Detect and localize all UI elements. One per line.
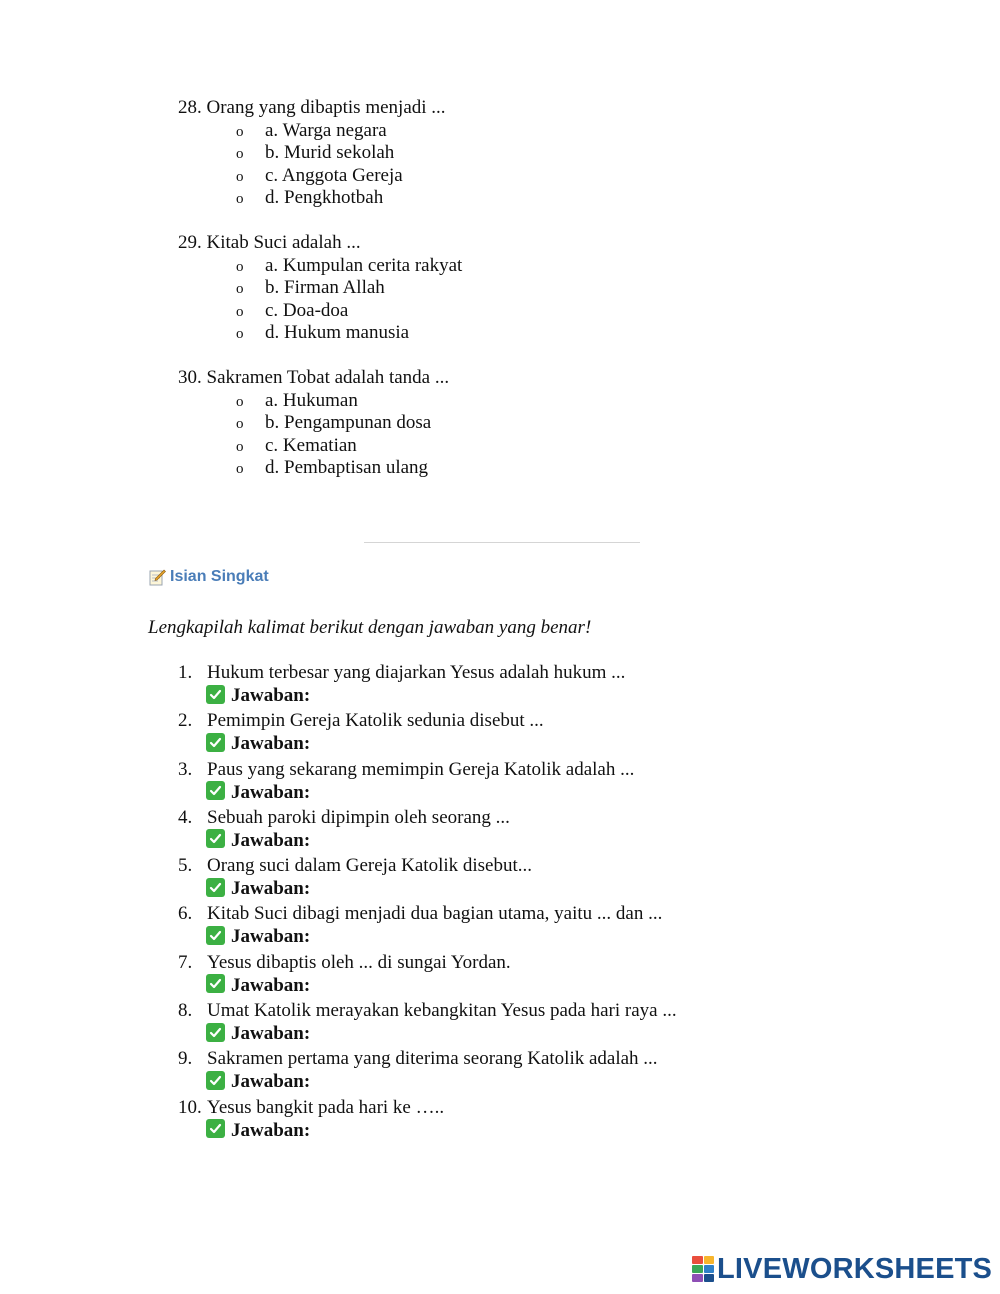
section-heading: [149, 566, 269, 588]
mcq-question-29: [178, 232, 778, 345]
question-text: 29. Kitab Suci adalah ...: [178, 232, 361, 253]
answer-label: Jawaban:: [231, 781, 311, 803]
option-item[interactable]: [178, 120, 778, 143]
question-number: 4.: [178, 806, 193, 828]
check-icon: [206, 781, 225, 800]
pencil-note-icon: [149, 569, 166, 586]
bullet-icon: o: [236, 438, 244, 455]
question-text: Yesus dibaptis oleh ... di sungai Yordan.: [207, 951, 511, 973]
option-item[interactable]: [178, 277, 778, 300]
option-label: b. Firman Allah: [265, 277, 385, 298]
question-number: 3.: [178, 758, 193, 780]
question-text: Pemimpin Gereja Katolik sedunia disebut ...: [207, 710, 544, 732]
answer-label: Jawaban:: [231, 1071, 311, 1093]
answer-field[interactable]: [206, 684, 310, 708]
answer-field[interactable]: [206, 1070, 310, 1094]
instruction-text: Lengkapilah kalimat berikut dengan jawaban yang benar!: [148, 617, 592, 638]
option-item[interactable]: [178, 255, 778, 278]
answer-field[interactable]: [206, 877, 310, 901]
check-icon: [206, 1071, 225, 1090]
section-divider: [364, 542, 640, 543]
question-number: 5.: [178, 855, 193, 877]
short-answer-list: [178, 661, 798, 1144]
question-number: 9.: [178, 1048, 193, 1070]
answer-label: Jawaban:: [231, 829, 311, 851]
question-number: 6.: [178, 903, 193, 925]
list-item: [178, 1047, 798, 1095]
bullet-icon: o: [236, 416, 244, 432]
option-item[interactable]: [178, 390, 778, 413]
question-text: 28. Orang yang dibaptis menjadi ...: [178, 97, 446, 118]
question-text: Hukum terbesar yang diajarkan Yesus adalah hukum ...: [207, 662, 626, 683]
bullet-icon: o: [236, 326, 244, 342]
question-text: Sakramen pertama yang diterima seorang Katolik adalah ...: [207, 1048, 658, 1070]
option-label: b. Murid sekolah: [265, 142, 395, 163]
bullet-icon: o: [236, 123, 244, 140]
bullet-icon: o: [236, 393, 244, 410]
bullet-icon: o: [236, 281, 244, 297]
list-item: [178, 854, 798, 902]
answer-field[interactable]: [206, 925, 310, 949]
list-item: [178, 951, 798, 999]
answer-label: Jawaban:: [231, 685, 311, 706]
logo-text: LIVEWORKSHEETS: [717, 1252, 993, 1285]
answer-field[interactable]: [206, 732, 310, 756]
option-label: c. Anggota Gereja: [265, 164, 403, 186]
option-label: d. Pengkhotbah: [265, 187, 384, 208]
answer-field[interactable]: [206, 1022, 310, 1046]
list-item: [178, 758, 798, 806]
bullet-icon: o: [236, 258, 244, 275]
check-icon: [206, 733, 225, 752]
list-item: [178, 709, 798, 757]
answer-label: Jawaban:: [231, 1119, 311, 1141]
option-label: a. Kumpulan cerita rakyat: [265, 254, 463, 276]
answer-label: Jawaban:: [231, 974, 311, 996]
answer-field[interactable]: [206, 1119, 310, 1143]
answer-label: Jawaban:: [231, 926, 311, 948]
list-item: [178, 806, 798, 854]
check-icon: [206, 974, 225, 993]
option-item[interactable]: [178, 300, 778, 323]
logo-blocks-icon: [692, 1256, 714, 1282]
option-item[interactable]: [178, 322, 778, 345]
answer-field[interactable]: [206, 781, 310, 805]
option-item[interactable]: [178, 187, 778, 210]
option-item[interactable]: [178, 412, 778, 435]
answer-label: Jawaban:: [231, 733, 311, 755]
option-item[interactable]: [178, 435, 778, 458]
option-label: a. Warga negara: [265, 119, 387, 141]
list-item: [178, 902, 798, 950]
question-number: 2.: [178, 710, 193, 732]
check-icon: [206, 685, 225, 704]
option-label: c. Kematian: [265, 434, 357, 456]
answer-field[interactable]: [206, 974, 310, 998]
check-icon: [206, 1119, 225, 1138]
check-icon: [206, 926, 225, 945]
question-text: Orang suci dalam Gereja Katolik disebut...: [207, 855, 533, 877]
list-item: [178, 661, 798, 709]
option-item[interactable]: [178, 142, 778, 165]
option-item[interactable]: [178, 457, 778, 480]
bullet-icon: o: [236, 191, 244, 207]
answer-label: Jawaban:: [231, 1023, 311, 1045]
question-number: 8.: [178, 1000, 193, 1022]
answer-field[interactable]: [206, 829, 310, 853]
question-number: 10.: [178, 1096, 202, 1118]
question-text: Kitab Suci dibagi menjadi dua bagian utama, yaitu ... dan ...: [207, 903, 663, 925]
option-label: b. Pengampunan dosa: [265, 412, 432, 433]
question-text: Paus yang sekarang memimpin Gereja Katolik adalah ...: [207, 758, 635, 780]
section-title: Isian Singkat: [170, 568, 269, 585]
question-text: Sebuah paroki dipimpin oleh seorang ...: [207, 806, 510, 828]
answer-label: Jawaban:: [231, 878, 311, 900]
mcq-question-28: [178, 97, 778, 210]
bullet-icon: o: [236, 303, 244, 320]
liveworksheets-logo: [692, 1253, 992, 1285]
option-label: d. Pembaptisan ulang: [265, 457, 429, 478]
option-item[interactable]: [178, 165, 778, 188]
question-number: 7.: [178, 951, 193, 973]
bullet-icon: o: [236, 461, 244, 477]
option-label: d. Hukum manusia: [265, 322, 410, 343]
check-icon: [206, 829, 225, 848]
question-number: 1.: [178, 662, 193, 683]
bullet-icon: o: [236, 146, 244, 162]
list-item: [178, 1096, 798, 1144]
check-icon: [206, 878, 225, 897]
bullet-icon: o: [236, 168, 244, 185]
option-label: a. Hukuman: [265, 389, 358, 411]
question-text: Umat Katolik merayakan kebangkitan Yesus pada hari raya ...: [207, 1000, 677, 1022]
question-text: Yesus bangkit pada hari ke …..: [207, 1096, 445, 1118]
option-label: c. Doa-doa: [265, 299, 349, 321]
mcq-question-30: [178, 367, 778, 480]
check-icon: [206, 1023, 225, 1042]
list-item: [178, 999, 798, 1047]
question-text: 30. Sakramen Tobat adalah tanda ...: [178, 367, 450, 388]
